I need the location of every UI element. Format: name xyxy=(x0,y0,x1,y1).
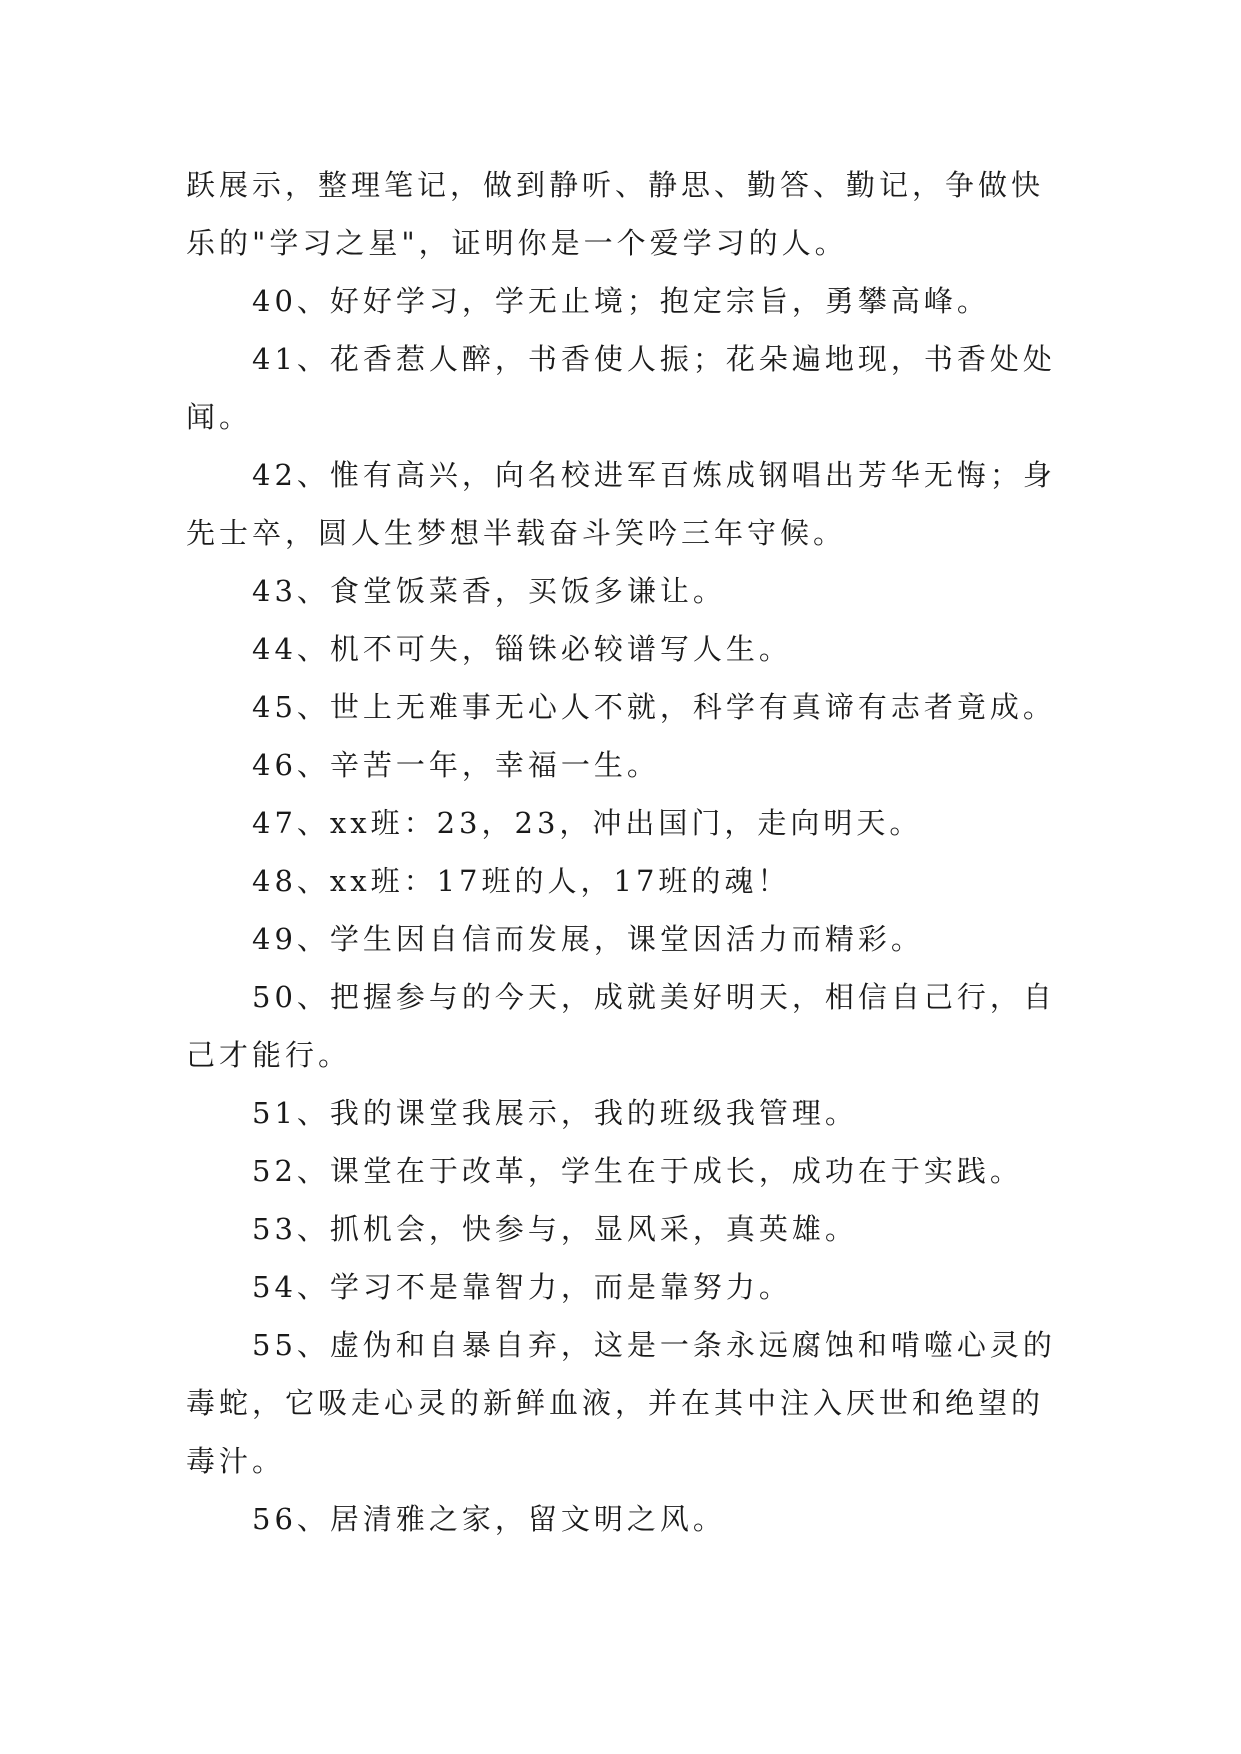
list-item-53: 53、抓机会，快参与，显风采，真英雄。 xyxy=(252,1212,858,1246)
list-item-56: 56、居清雅之家，留文明之风。 xyxy=(252,1502,726,1536)
text-line: 己才能行。 xyxy=(186,1038,352,1072)
list-item-50: 50、把握参与的今天，成就美好明天，相信自己行，自 xyxy=(252,980,1056,1014)
list-item-48: 48、xx班：17班的人，17班的魂！ xyxy=(252,864,791,898)
document-body xyxy=(186,156,1056,1548)
list-item-52: 52、课堂在于改革，学生在于成长，成功在于实践。 xyxy=(252,1154,1023,1188)
text-line: 闻。 xyxy=(186,400,253,434)
list-item-47: 47、xx班：23，23，冲出国门，走向明天。 xyxy=(252,806,923,840)
text-line: 先士卒，圆人生梦想半载奋斗笑吟三年守候。 xyxy=(186,516,847,550)
list-item-55: 55、虚伪和自暴自弃，这是一条永远腐蚀和啃噬心灵的 xyxy=(252,1328,1056,1362)
text-line: 毒汁。 xyxy=(186,1444,286,1478)
text-line: 乐的"学习之星"，证明你是一个爱学习的人。 xyxy=(186,226,848,260)
list-item-54: 54、学习不是靠智力，而是靠努力。 xyxy=(252,1270,792,1304)
list-item-42: 42、惟有高兴，向名校进军百炼成钢唱出芳华无悔；身 xyxy=(252,458,1056,492)
list-item-45: 45、世上无难事无心人不就，科学有真谛有志者竟成。 xyxy=(252,690,1056,724)
list-item-51: 51、我的课堂我展示，我的班级我管理。 xyxy=(252,1096,858,1130)
list-item-44: 44、机不可失，锱铢必较谱写人生。 xyxy=(252,632,792,666)
list-item-49: 49、学生因自信而发展，课堂因活力而精彩。 xyxy=(252,922,924,956)
text-line: 跃展示，整理笔记，做到静听、静思、勤答、勤记，争做快 xyxy=(186,168,1045,202)
list-item-40: 40、好好学习，学无止境；抱定宗旨，勇攀高峰。 xyxy=(252,284,990,318)
text-line: 毒蛇，它吸走心灵的新鲜血液，并在其中注入厌世和绝望的 xyxy=(186,1386,1045,1420)
list-item-41: 41、花香惹人醉，书香使人振；花朵遍地现，书香处处 xyxy=(252,342,1056,376)
list-item-46: 46、辛苦一年，幸福一生。 xyxy=(252,748,660,782)
list-item-43: 43、食堂饭菜香，买饭多谦让。 xyxy=(252,574,726,608)
